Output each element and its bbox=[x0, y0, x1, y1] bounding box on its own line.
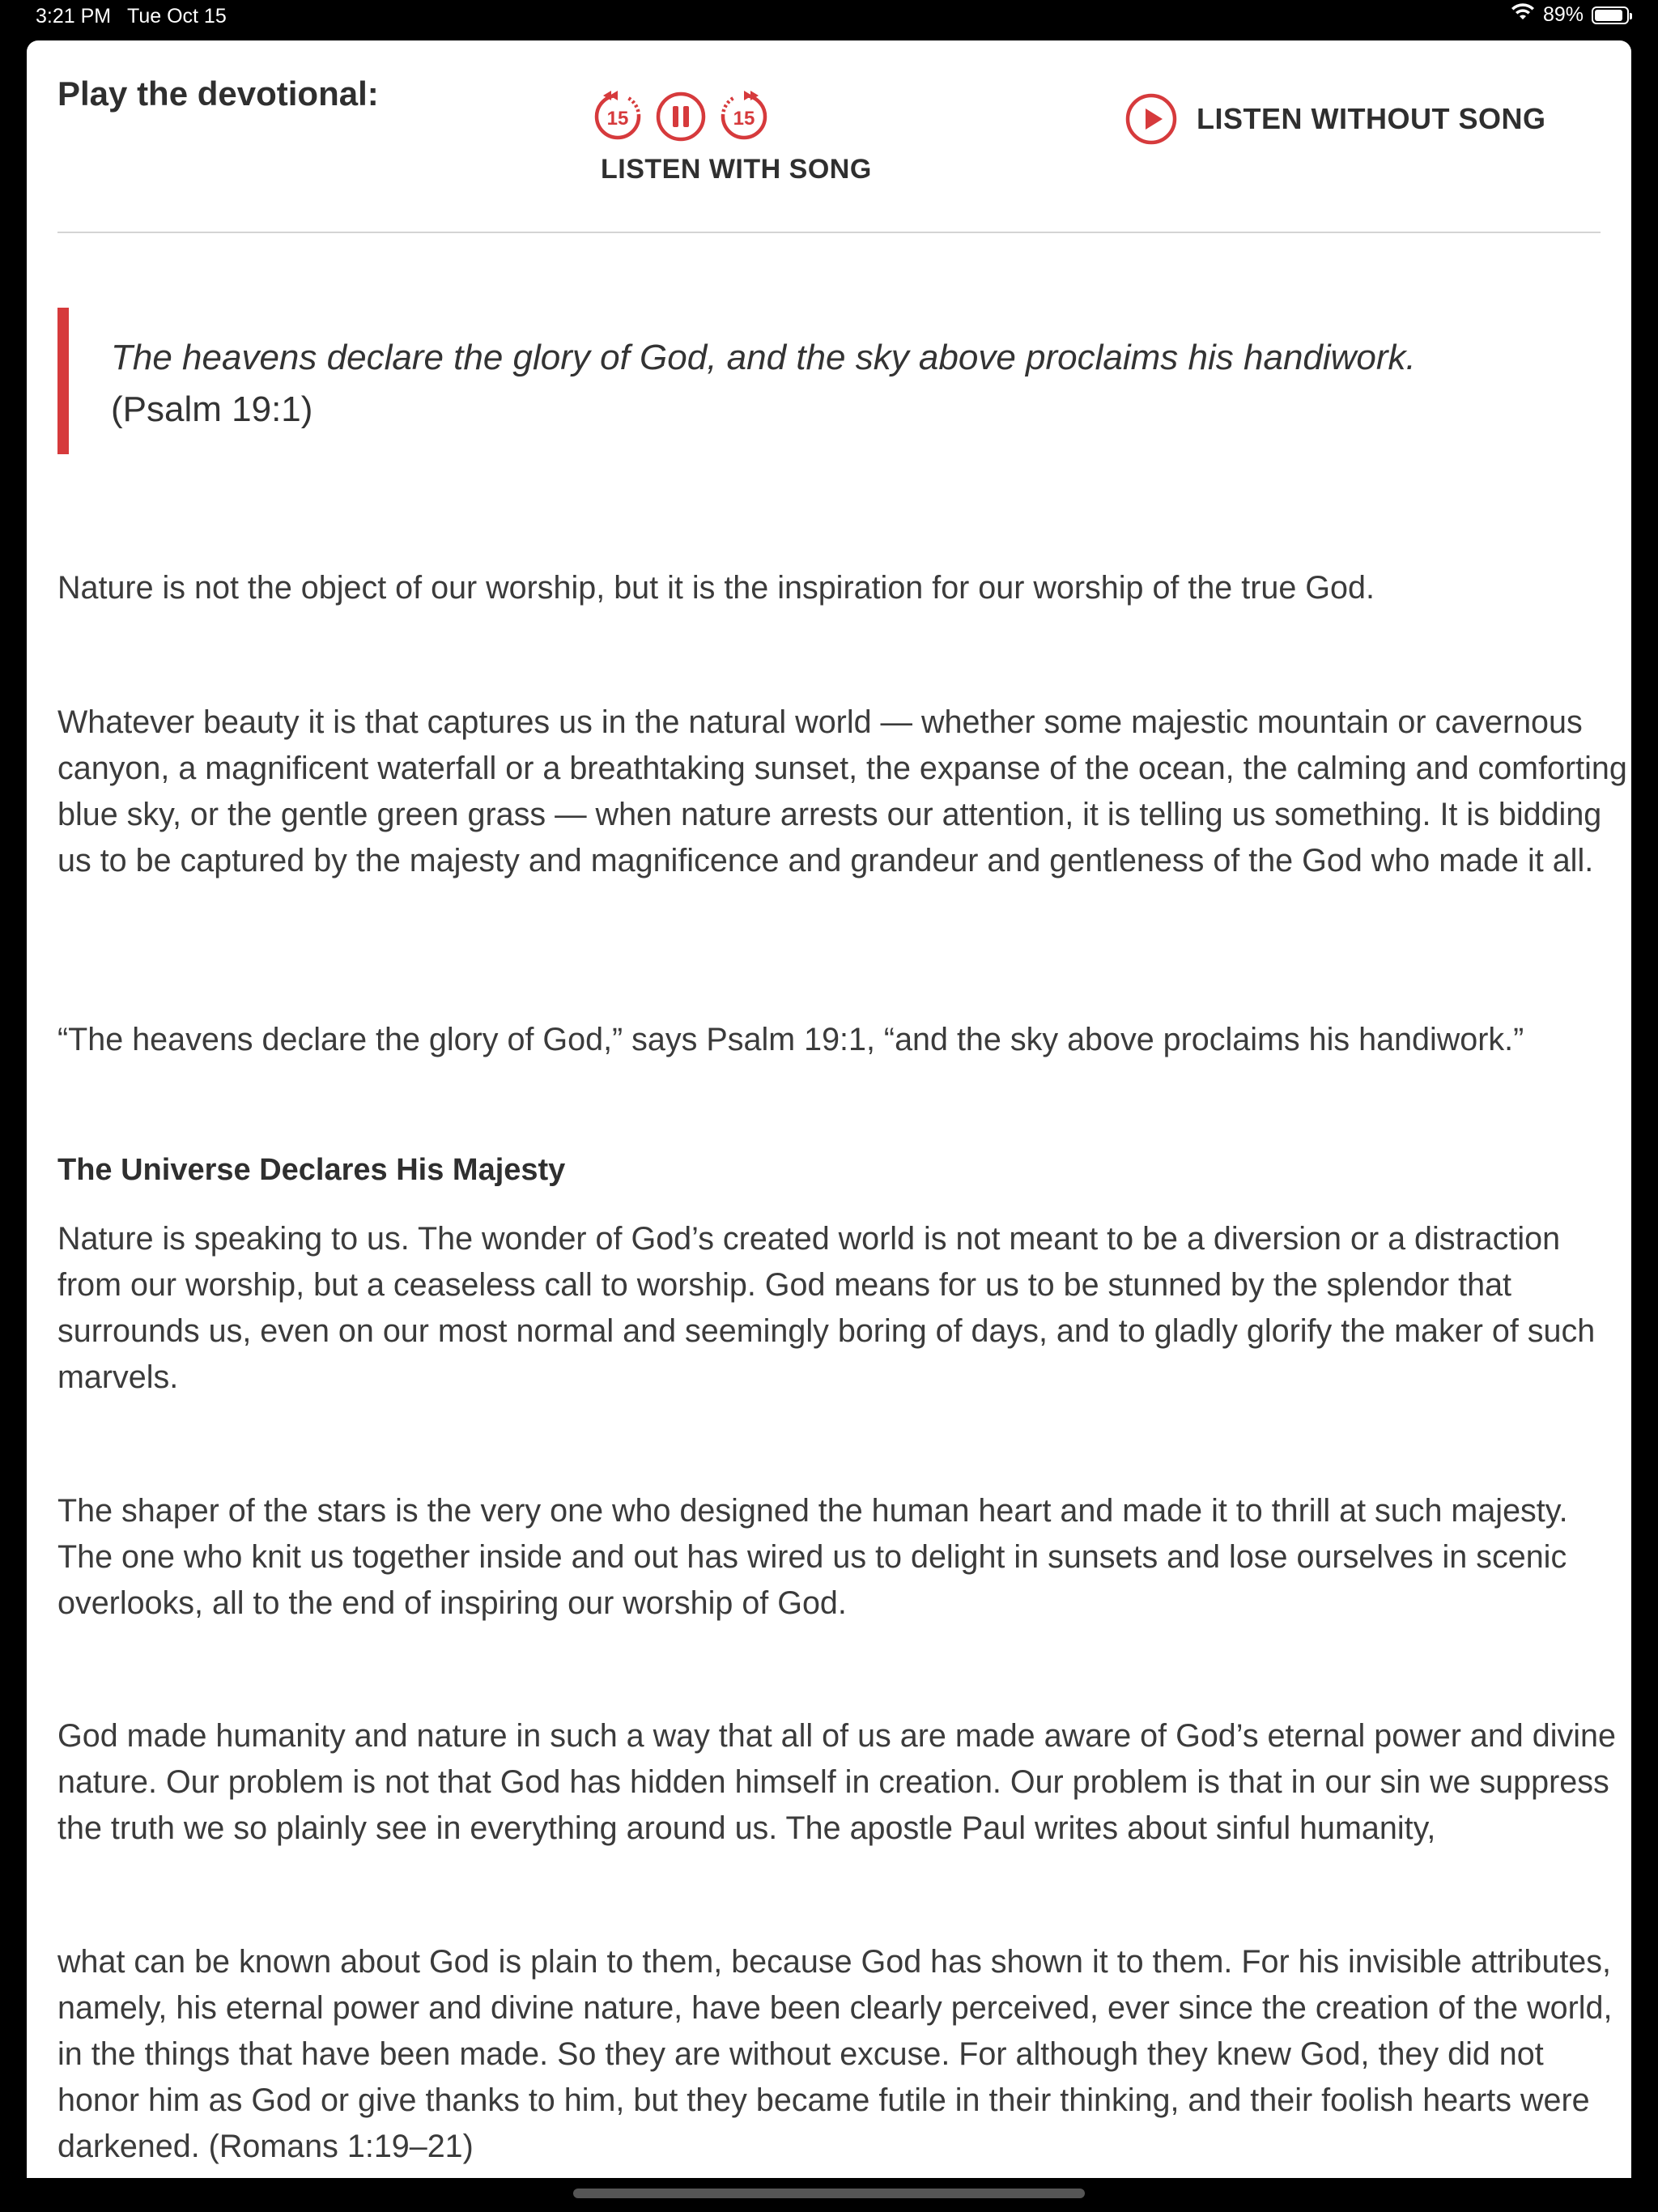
pause-button[interactable] bbox=[653, 89, 708, 144]
battery-icon bbox=[1592, 6, 1629, 24]
quote-reference: (Psalm 19:1) bbox=[111, 389, 313, 429]
home-indicator[interactable] bbox=[573, 2189, 1085, 2198]
paragraph-4: Nature is speaking to us. The wonder of God’s created world is not meant to be a diversion or a distraction from our worship, but a ceaseless call to worship. God means for us to be stunned by the splendor that surrounds us, even on our most normal and seemingly boring of days, and to gladly glorify the maker of such marvels. bbox=[57, 1221, 1596, 1395]
paragraph-2: Whatever beauty it is that captures us in the natural world — whether some majestic mountain or cavernous canyon, a magnificent waterfall or a breathtaking sunset, the expanse of the ocean, the calming and comforting blue sky, or the gentle green grass — when nature arrests our attention, it is telling us something. It is bidding us to be captured by the majesty and magnificence and grandeur and gentleness of the God who made it all. bbox=[57, 704, 1627, 878]
listen-without-song-button[interactable] bbox=[1124, 91, 1545, 147]
scripture-quote bbox=[57, 308, 1601, 454]
listen-without-song-label: LISTEN WITHOUT SONG bbox=[1197, 102, 1546, 135]
status-indicators bbox=[1511, 3, 1629, 27]
audio-controls bbox=[590, 89, 772, 144]
rewind-15-button[interactable] bbox=[590, 89, 645, 144]
divider bbox=[57, 232, 1601, 233]
battery-level bbox=[1595, 10, 1622, 21]
forward-15-button[interactable] bbox=[716, 89, 772, 144]
player-title: Play the devotional: bbox=[57, 74, 379, 113]
battery-tip bbox=[1630, 13, 1632, 19]
wifi-icon bbox=[1511, 3, 1535, 27]
section-heading: The Universe Declares His Majesty bbox=[57, 1153, 566, 1187]
status-time: 3:21 PM bbox=[36, 5, 112, 28]
paragraph-5: The shaper of the stars is the very one who designed the human heart and made it to thrill at such majesty. The one who knit us together inside and out has wired us to delight in sunsets and lose ourselves in scenic overlooks, all to the end of inspiring our worship of God. bbox=[57, 1493, 1568, 1621]
paragraph-3: “The heavens declare the glory of God,” says Psalm 19:1, “and the sky above proclaims his handiwork.” bbox=[57, 1022, 1524, 1057]
paragraph-7: what can be known about God is plain to them, because God has shown it to them. For his invisible attributes, namely, his eternal power and divine nature, have been clearly perceived, ever since the creation of the world, in the things that have been made. So they are without excuse. For although they knew God, they did not honor him as God or give thanks to him, but they became futile in their thinking, and their foolish hearts were darkened. (Romans 1:19–21) bbox=[57, 1944, 1613, 2164]
play-icon bbox=[1124, 91, 1179, 147]
listen-with-song-label[interactable]: LISTEN WITH SONG bbox=[601, 154, 872, 185]
status-date: Tue Oct 15 bbox=[127, 5, 227, 28]
paragraph-1: Nature is not the object of our worship, but it is the inspiration for our worship of the true God. bbox=[57, 570, 1375, 606]
paragraph-6: God made humanity and nature in such a way that all of us are made aware of God’s eternal power and divine nature. Our problem is not that God has hidden himself in creation. Our problem is that in our sin we suppress the truth we so plainly see in everything around us. The apostle Paul writes about sinful humanity, bbox=[57, 1718, 1616, 1846]
devotional-sheet bbox=[27, 40, 1631, 2178]
rewind-seconds: 15 bbox=[606, 108, 629, 130]
pause-icon bbox=[653, 89, 708, 144]
forward-seconds: 15 bbox=[733, 108, 755, 130]
battery-percent: 89% bbox=[1542, 3, 1584, 26]
forward-15-icon bbox=[716, 89, 772, 144]
status-bar bbox=[0, 0, 1658, 34]
rewind-15-icon bbox=[590, 89, 645, 144]
quote-text: The heavens declare the glory of God, and the sky above proclaims his handiwork. bbox=[111, 338, 1416, 377]
